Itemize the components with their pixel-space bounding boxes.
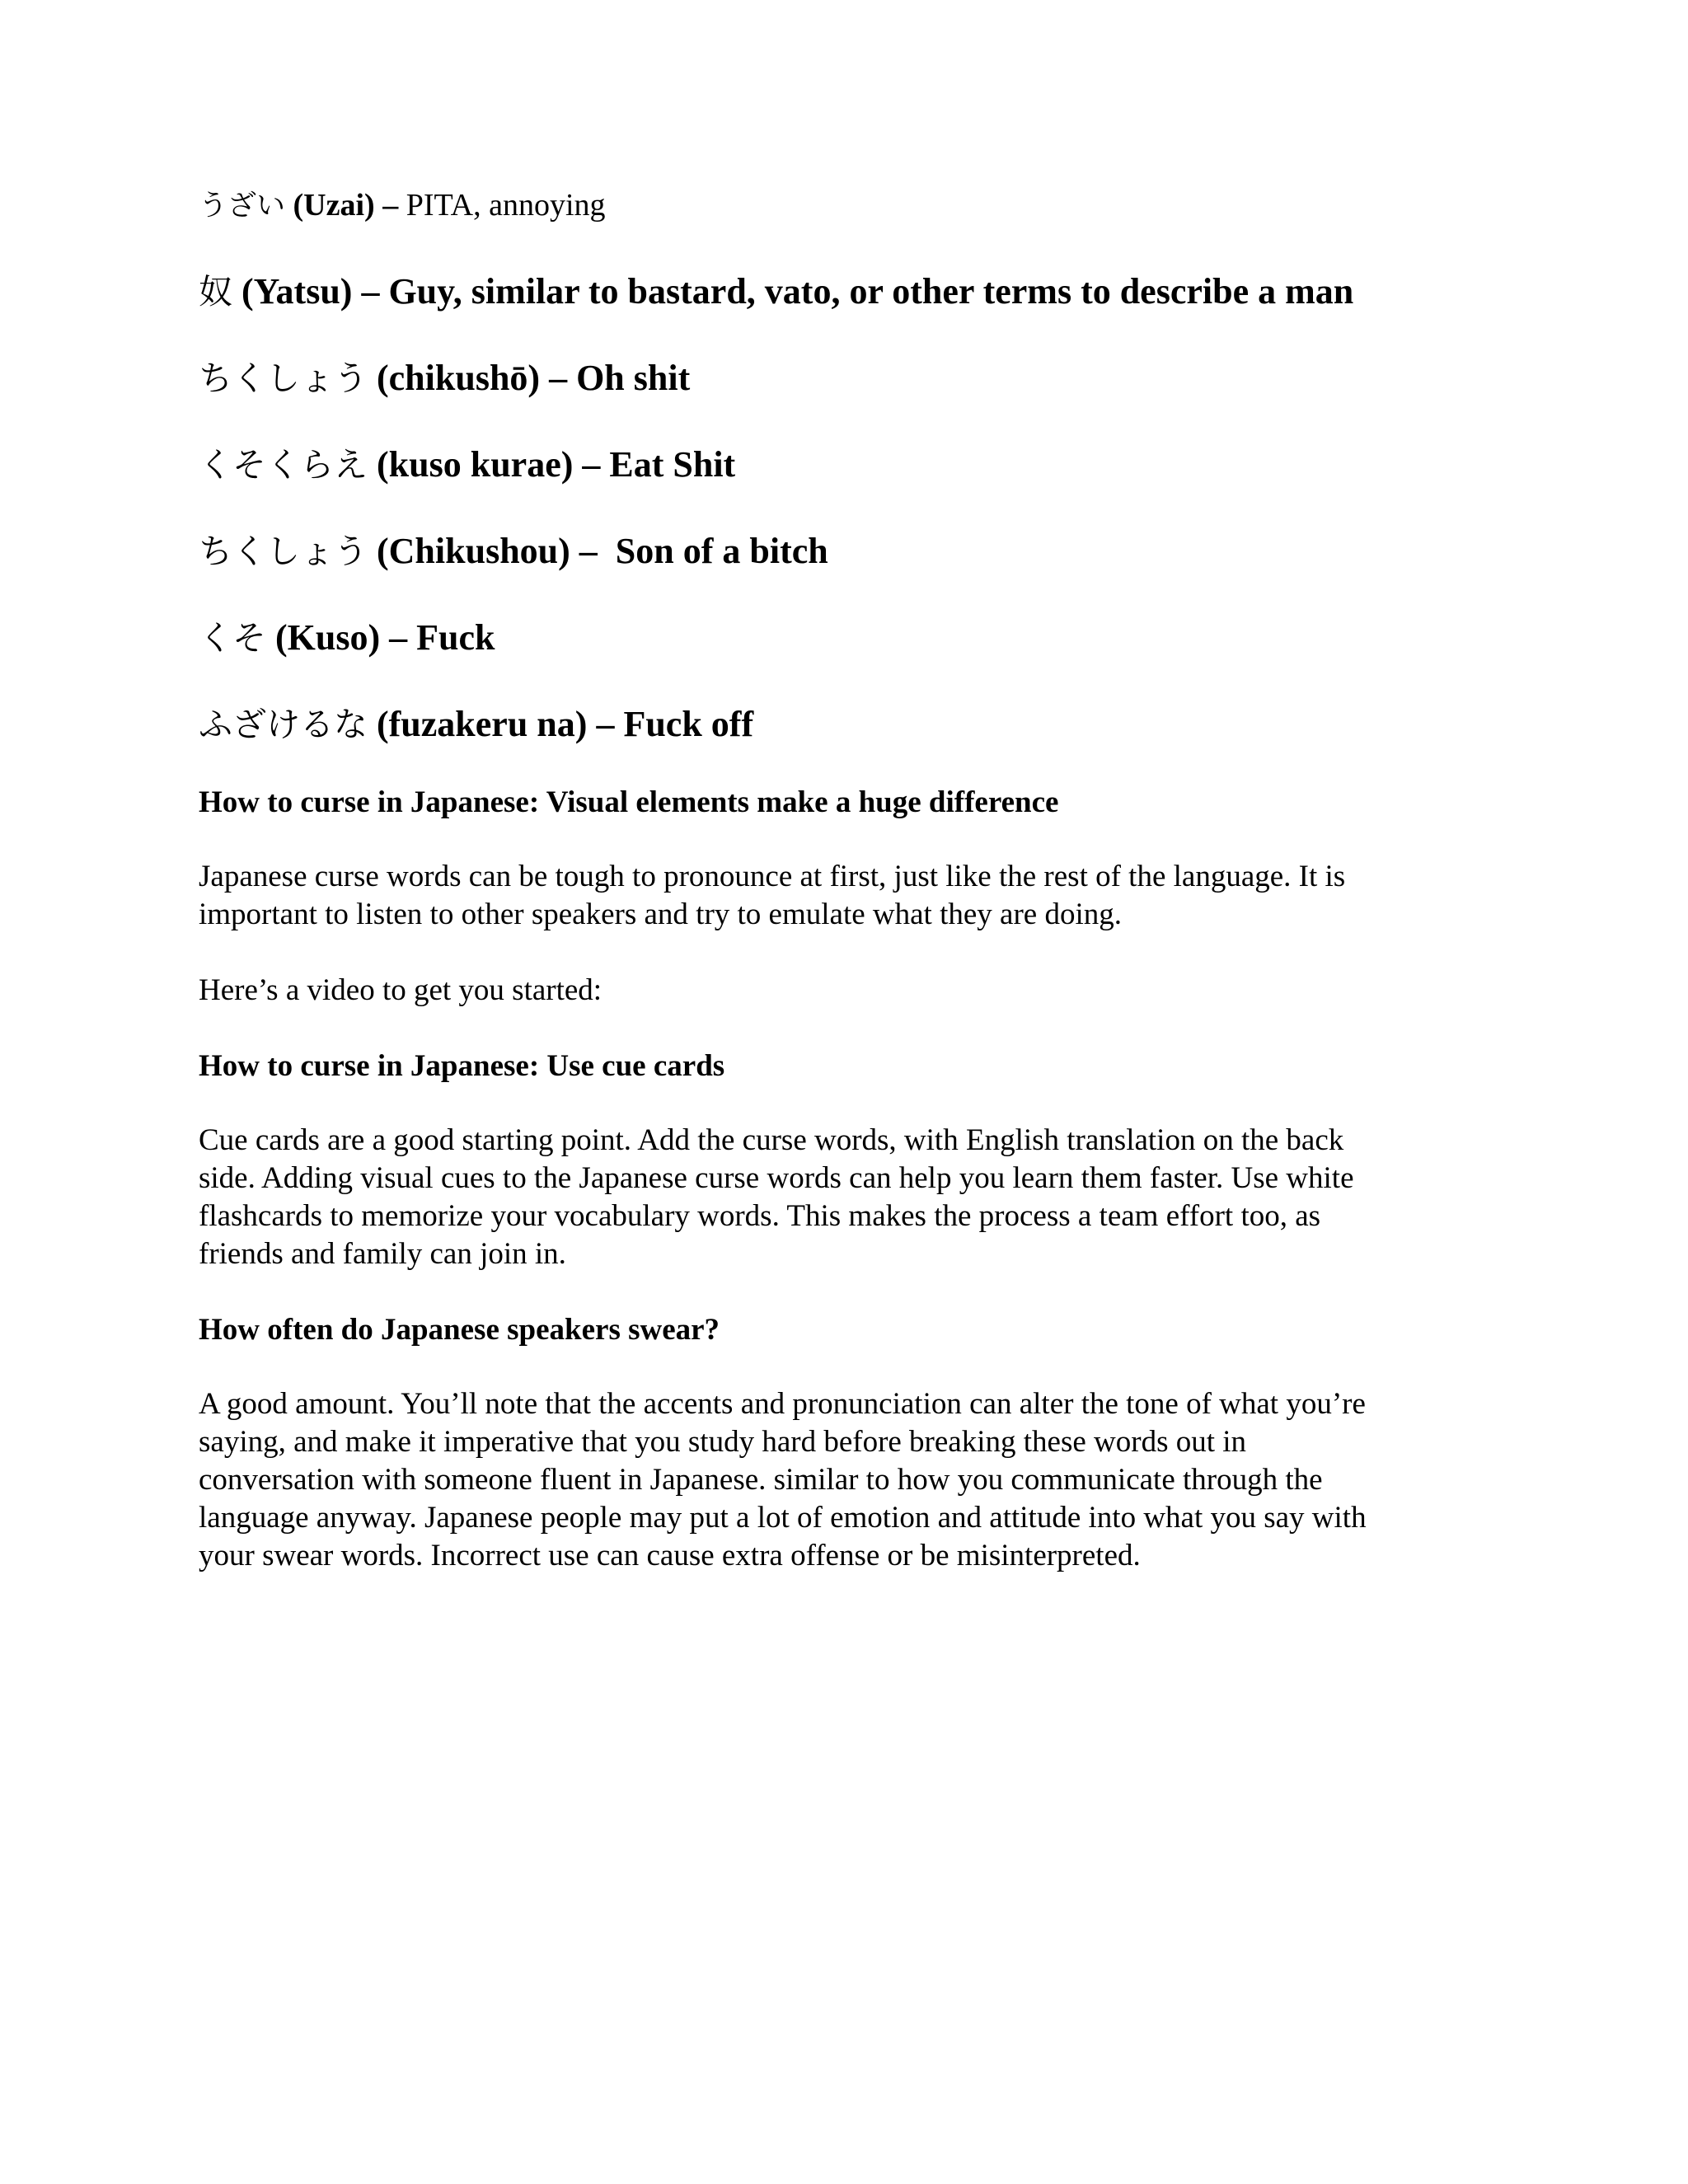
meaning: Fuck xyxy=(416,617,495,658)
dash: – xyxy=(570,531,616,571)
paragraph-video-intro xyxy=(199,972,1484,1010)
paragraph-line: Here’s a video to get you started: xyxy=(199,973,603,1007)
dash: – xyxy=(380,617,417,658)
dash: – xyxy=(573,444,610,485)
paragraph-line: conversation with someone fluent in Japanese. similar to how you communicate through the xyxy=(199,1463,1323,1497)
vocab-entry-chikushou xyxy=(199,528,1517,574)
dash: – xyxy=(540,358,577,398)
japanese-term: ちくしょう xyxy=(199,532,368,571)
paragraph-line: language anyway. Japanese people may put a lot of emotion and attitude into what you say with xyxy=(199,1501,1367,1535)
section-heading-how-often: How often do Japanese speakers swear? xyxy=(199,1313,720,1347)
japanese-term: ふざけるな xyxy=(199,705,368,744)
romaji-term: (Kuso) xyxy=(275,617,381,658)
japanese-term: ちくしょう xyxy=(199,359,368,398)
romaji-term: (fuzakeru na) xyxy=(377,704,588,744)
vocab-entry-uzai xyxy=(199,185,1517,226)
paragraph-line: Japanese curse words can be tough to pronounce at first, just like the rest of the language. It is xyxy=(199,860,1346,893)
vocab-entry-chikusho xyxy=(199,355,1517,401)
vocab-entry-kuso-kurae xyxy=(199,442,1517,488)
paragraph-pronunciation xyxy=(199,858,1484,934)
meaning: Oh shit xyxy=(576,358,691,398)
japanese-term: うざい xyxy=(199,190,286,223)
romaji-term: (chikushō) xyxy=(377,358,541,398)
romaji-term: (Chikushou) xyxy=(377,531,570,571)
romaji-term: (Yatsu) xyxy=(241,271,353,312)
dash: – xyxy=(352,271,389,312)
meaning: Guy, similar to bastard, vato, or other terms to describe a man xyxy=(388,271,1354,312)
romaji-term: (Uzai) xyxy=(293,188,375,223)
paragraph-line: flashcards to memorize your vocabulary words. This makes the process a team effort too, as xyxy=(199,1199,1321,1233)
paragraph-how-often xyxy=(199,1385,1484,1575)
section-heading-visual-elements: How to curse in Japanese: Visual elements make a huge difference xyxy=(199,785,1059,819)
vocab-entry-kuso xyxy=(199,615,1517,661)
paragraph-line: A good amount. You’ll note that the accents and pronunciation can alter the tone of what you’re xyxy=(199,1387,1366,1421)
meaning: Son of a bitch xyxy=(615,531,828,571)
dash: – xyxy=(587,704,624,744)
vocab-entry-fuzakeru-na xyxy=(199,701,1517,748)
paragraph-line: your swear words. Incorrect use can cause extra offense or be misinterpreted. xyxy=(199,1539,1141,1572)
paragraph-line: side. Adding visual cues to the Japanese curse words can help you learn them faster. Use white xyxy=(199,1161,1354,1195)
paragraph-line: Cue cards are a good starting point. Add the curse words, with English translation on the back xyxy=(199,1123,1344,1157)
section-heading-cue-cards: How to curse in Japanese: Use cue cards xyxy=(199,1049,725,1083)
meaning: Fuck off xyxy=(623,704,754,744)
dash: – xyxy=(374,188,406,223)
japanese-term: 奴 xyxy=(199,272,232,312)
paragraph-line: important to listen to other speakers and try to emulate what they are doing. xyxy=(199,898,1122,931)
japanese-term: くそくらえ xyxy=(199,445,368,485)
paragraph-line: saying, and make it imperative that you study hard before breaking these words out in xyxy=(199,1425,1247,1459)
document-body xyxy=(199,185,1517,1613)
japanese-term: くそ xyxy=(199,618,266,658)
paragraph-cue-cards xyxy=(199,1122,1484,1273)
vocab-entry-yatsu xyxy=(199,269,1517,315)
meaning: PITA, annoying xyxy=(406,188,606,223)
romaji-term: (kuso kurae) xyxy=(377,444,574,485)
meaning: Eat Shit xyxy=(609,444,736,485)
paragraph-line: friends and family can join in. xyxy=(199,1237,566,1271)
